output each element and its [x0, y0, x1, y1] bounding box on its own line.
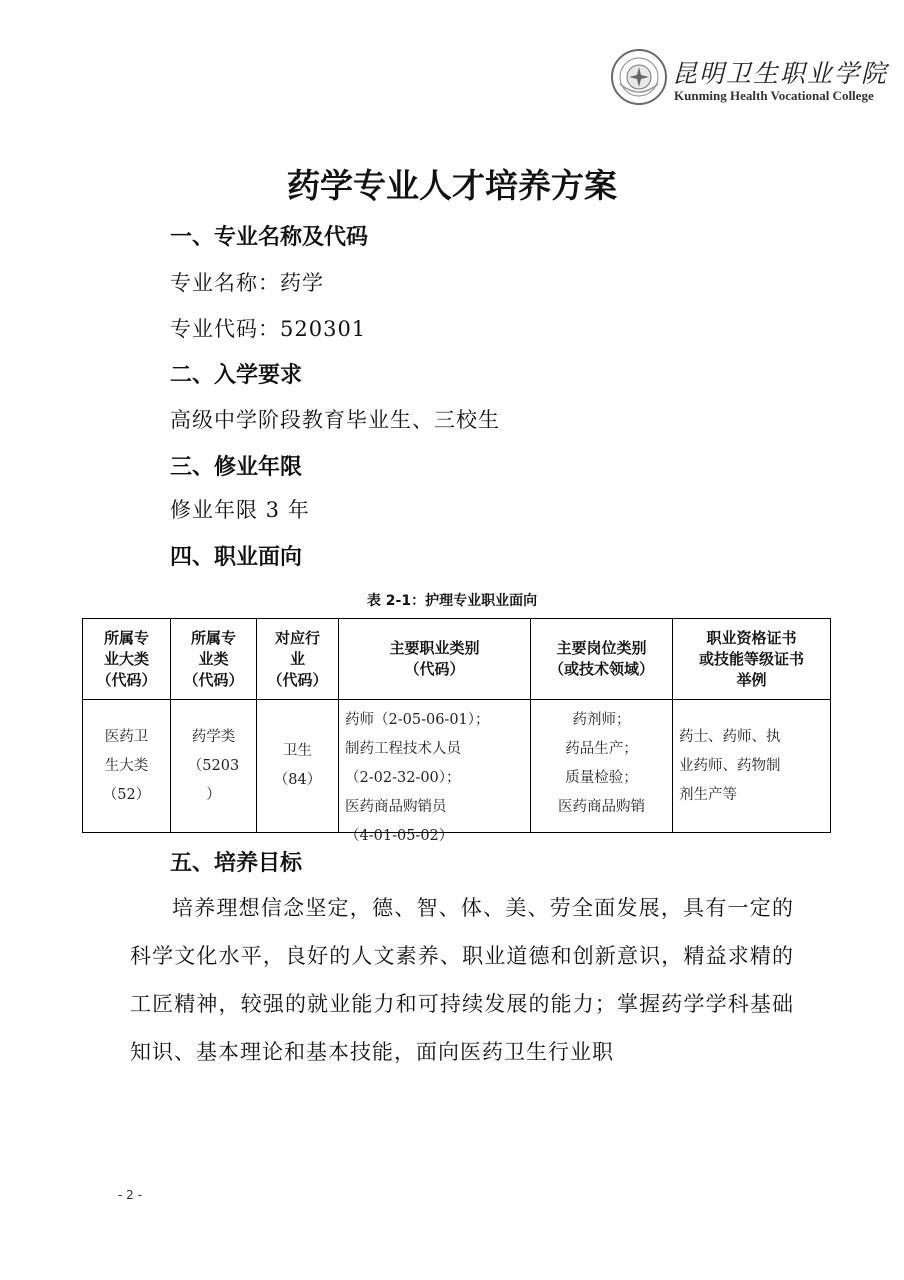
- table-cell: 卫生 （84）: [257, 700, 339, 833]
- career-orientation-table: [82, 618, 831, 844]
- header-cell: 主要岗位类别 （或技术领域）: [531, 619, 673, 700]
- college-name-en: Kunming Health Vocational College: [674, 88, 874, 103]
- header-cell: 职业资格证书 或技能等级证书 举例: [673, 619, 831, 700]
- table-row: [83, 700, 831, 833]
- table-header-row: [83, 619, 831, 700]
- header-cell: 所属专 业类 （代码）: [171, 619, 257, 700]
- table-cell: 药师（2-05-06-01）； 制药工程技术人员 （2-02-32-00）； 医药商品购销员 （4-01-05-02）: [339, 700, 531, 833]
- college-name-cn: 昆明卫生职业学院: [672, 59, 889, 88]
- table-cell: 药士、药师、执 业药师、药物制 剂生产等: [673, 700, 831, 833]
- section-heading-duration: 三、修业年限: [170, 455, 303, 480]
- table-cell: 医药卫 生大类 （52）: [83, 700, 171, 833]
- section-heading-admission: 二、入学要求: [170, 363, 303, 388]
- admission-text: 高级中学阶段教育毕业生、三校生: [170, 408, 500, 432]
- header-cell: 所属专 业大类 （代码）: [83, 619, 171, 700]
- header-cell: 对应行 业 （代码）: [257, 619, 339, 700]
- section-heading-career: 四、职业面向: [170, 545, 303, 570]
- college-seal-logo: [610, 48, 668, 106]
- major-name-line: 专业名称：药学: [170, 271, 324, 295]
- table-cell: 药学类 （5203 ）: [171, 700, 257, 833]
- duration-text: 修业年限 3 年: [170, 498, 310, 522]
- page-number: - 2 -: [118, 1188, 142, 1202]
- objectives-paragraph: 培养理想信念坚定，德、智、体、美、劳全面发展，具有一定的科学文化水平，良好的人文素养、职业道德和创新意识，精益求精的工匠精神，较强的就业能力和可持续发展的能力；掌握药学学科基础知识、基本理论和基本技能，面向医药卫生行业职: [130, 896, 794, 1064]
- section-heading-objectives: 五、培养目标: [170, 851, 303, 876]
- header-cell: 主要职业类别 （代码）: [339, 619, 531, 700]
- table-caption: 表 2-1：护理专业职业面向: [366, 593, 538, 609]
- table-cell: 药剂师； 药品生产； 质量检验； 医药商品购销: [531, 700, 673, 833]
- section-heading-major-name: 一、专业名称及代码: [170, 225, 369, 250]
- document-title: 药学专业人才培养方案: [287, 166, 617, 205]
- major-code-line: 专业代码：520301: [170, 317, 367, 341]
